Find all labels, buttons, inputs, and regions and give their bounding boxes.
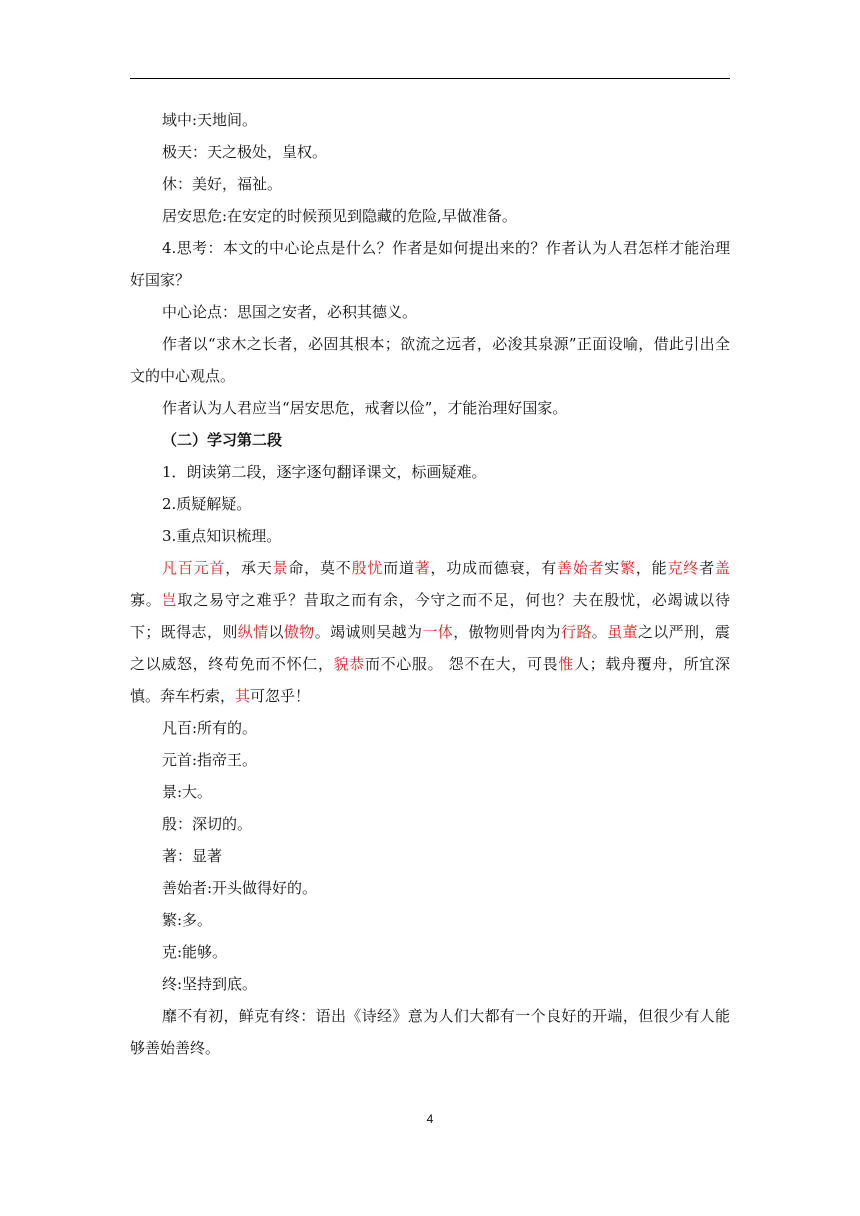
passage-text: 。 xyxy=(591,623,608,641)
highlighted-term: 一体 xyxy=(422,623,454,641)
note-line: 克:能够。 xyxy=(162,943,228,961)
highlighted-term: 虽董 xyxy=(607,623,638,641)
highlighted-term: 傲物 xyxy=(283,623,315,641)
passage-text: ，功成而德衰，有 xyxy=(430,559,557,577)
note-line: 终:坚持到底。 xyxy=(162,975,258,993)
passage-text: ，承天 xyxy=(225,559,273,577)
highlighted-term: 善始者 xyxy=(556,559,605,577)
passage-text: 实 xyxy=(604,559,621,577)
passage-text: 可忽乎！ xyxy=(250,687,311,705)
highlighted-term: 殷忧 xyxy=(351,559,384,577)
passage-text: 取之易守之难乎？昔取之而有余，今守之而不足，何也？夫在殷忧，必竭诚以待下；既得志，则 xyxy=(130,591,730,641)
passage-text: 命，莫不 xyxy=(288,559,352,577)
highlighted-term: 岂 xyxy=(161,591,178,609)
passage-text: 人；载舟覆舟，所宜深慎。奔车朽索， xyxy=(130,655,730,705)
page-content xyxy=(130,104,730,1064)
highlighted-term: 凡百元首 xyxy=(162,559,226,577)
analysis-paragraph: 作者认为人君应当“居安思危，戒奢以俭”，才能治理好国家。 xyxy=(162,399,568,417)
highlighted-term: 貌恭 xyxy=(333,655,365,673)
step-line: 3.重点知识梳理。 xyxy=(162,527,282,545)
highlighted-term: 景 xyxy=(272,559,289,577)
note-line: 著：显著 xyxy=(162,847,223,865)
question-paragraph: 4.思考：本文的中心论点是什么？作者是如何提出来的？作者认为人君怎样才能治理好国家？ xyxy=(130,239,730,289)
highlighted-term: 著 xyxy=(414,559,431,577)
passage-text: 寡。 xyxy=(130,591,162,609)
passage-text: 以 xyxy=(268,623,284,641)
center-thesis: 中心论点：思国之安者，必积其德义。 xyxy=(162,303,418,321)
passage-text: 而道 xyxy=(383,559,415,577)
highlighted-term: 纵情 xyxy=(237,623,269,641)
note-line: 休：美好，福祉。 xyxy=(162,175,283,193)
note-line: 凡百:所有的。 xyxy=(162,719,258,737)
passage-text: 之以严刑，震之以威怒，终苟免而不怀仁， xyxy=(130,623,730,673)
classical-passage xyxy=(130,552,730,712)
highlighted-term: 克终 xyxy=(667,559,700,577)
note-line: 域中:天地间。 xyxy=(162,111,258,129)
section-heading: （二）学习第二段 xyxy=(162,431,283,449)
passage-text: 而不心服。 怨不在大，可畏 xyxy=(364,655,559,673)
step-line: 1．朗读第二段，逐字逐句翻译课文，标画疑难。 xyxy=(162,463,487,481)
passage-text: ，傲物则骨肉为 xyxy=(453,623,561,641)
passage-text: 者 xyxy=(699,559,715,577)
note-line: 极天：天之极处，皇权。 xyxy=(162,143,328,161)
highlighted-term: 繁 xyxy=(620,559,636,577)
note-line: 繁:多。 xyxy=(162,911,213,929)
step-line: 2.质疑解疑。 xyxy=(162,495,252,513)
passage-text: ，能 xyxy=(635,559,668,577)
highlighted-term: 盖 xyxy=(714,559,730,577)
final-note-paragraph: 靡不有初，鲜克有终：语出《诗经》意为人们大都有一个良好的开端，但很少有人能够善始善终。 xyxy=(130,1007,730,1057)
passage-text: 。竭诚则吴越为 xyxy=(314,623,423,641)
highlighted-term: 其 xyxy=(235,687,251,705)
highlighted-term: 惟 xyxy=(558,655,574,673)
page-number: 4 xyxy=(426,1112,434,1126)
note-line: 居安思危:在安定的时候预见到隐藏的危险,早做准备。 xyxy=(162,207,517,225)
note-line: 元首:指帝王。 xyxy=(162,751,258,769)
analysis-paragraph: 作者以“求木之长者，必固其根本；欲流之远者，必浚其泉源”正面设喻，借此引出全文的中心观点。 xyxy=(130,335,730,385)
header-rule xyxy=(130,78,730,79)
note-line: 景:大。 xyxy=(162,783,213,801)
highlighted-term: 行路 xyxy=(560,623,592,641)
note-line: 善始者:开头做得好的。 xyxy=(162,879,318,897)
note-line: 殷：深切的。 xyxy=(162,815,253,833)
